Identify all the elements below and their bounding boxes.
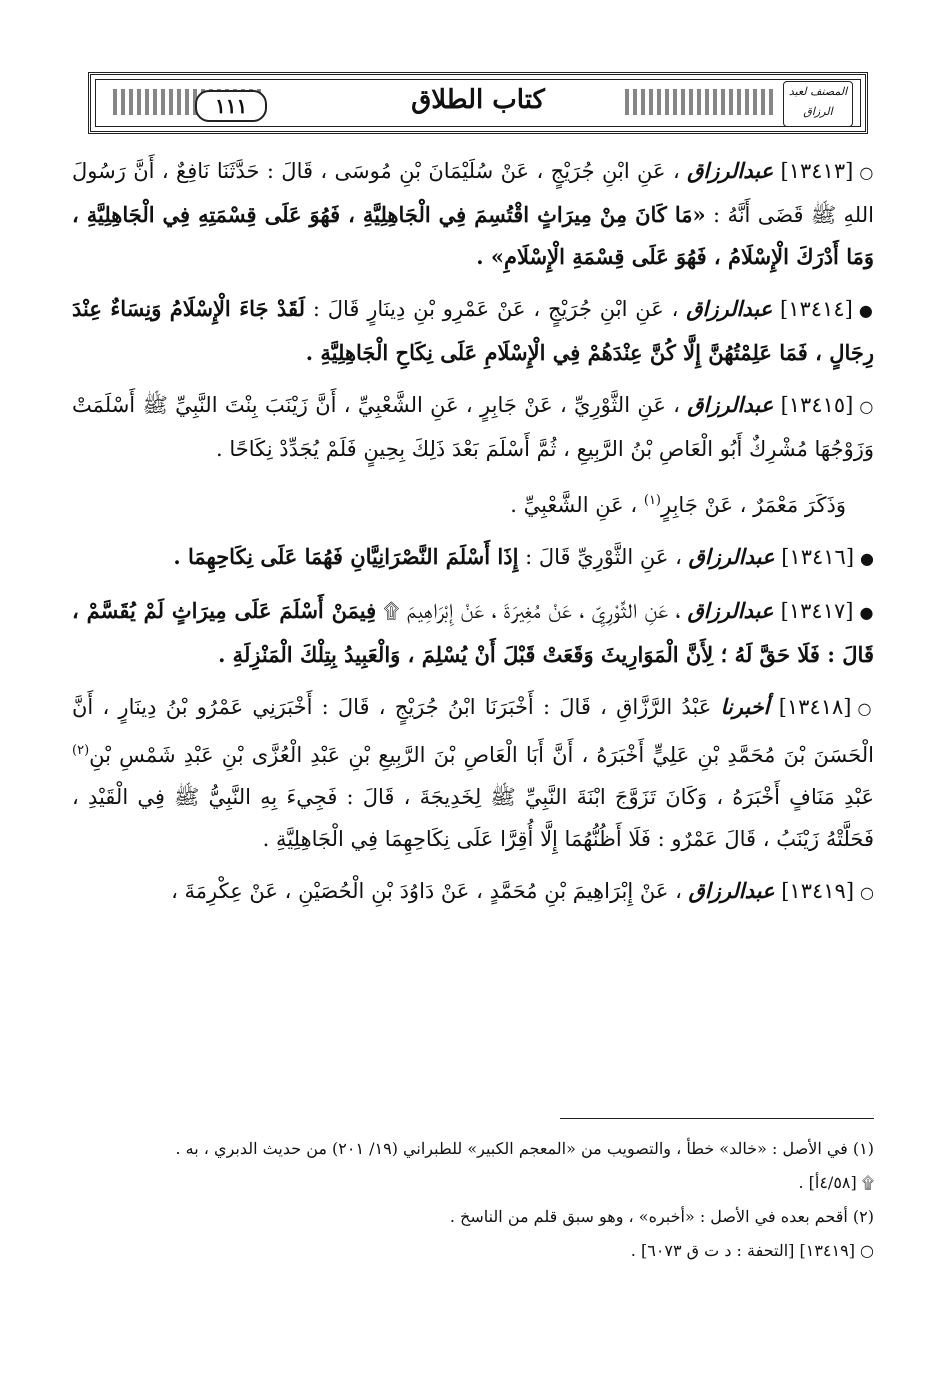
isnad: ، عَنِ الثَّوْرِيِّ ، عَنْ مُغِيرَةَ ، عَنْ إِبْرَاهِيمَ ۩ bbox=[383, 599, 681, 623]
hadith-entry bbox=[72, 150, 874, 278]
narrator: عبدالرزاق bbox=[688, 544, 775, 569]
hadith-entry bbox=[72, 870, 874, 914]
entry-number: [١٣٤١٤] bbox=[780, 297, 853, 321]
entry-number: [١٣٤١٧] bbox=[780, 599, 854, 623]
matn: «مَا كَانَ مِنْ مِيرَاثٍ اقْتُسِمَ فِي الْجَاهِلِيَّةِ ، فَهُوَ عَلَى قِسْمَتِهِ فِي الْجَاهِلِيَّةِ ، وَمَا أَدْرَكَ الْإِسْلَامُ ، فَهُوَ عَلَى قِسْمَةِ الْإِسْلَامِ» . bbox=[72, 202, 874, 269]
additional-chain-tail: ، عَنِ الشَّعْبِيِّ . bbox=[510, 493, 638, 517]
narrator: أخبرنا bbox=[720, 694, 770, 719]
entry-number: [١٣٤١٥] bbox=[780, 393, 854, 417]
footnote-ref: (٢) bbox=[72, 743, 90, 758]
entry-number: [١٣٤١٦] bbox=[781, 545, 855, 569]
main-text bbox=[72, 150, 874, 924]
additional-chain-text: وَذَكَرَ مَعْمَرٌ ، عَنْ جَابِرٍ bbox=[661, 493, 846, 517]
entry-marker: ● bbox=[860, 549, 874, 568]
hadith-entry bbox=[72, 384, 874, 470]
entry-marker: ● bbox=[859, 603, 874, 622]
entry-marker: ○ bbox=[859, 163, 874, 182]
footnote-ref: (١) bbox=[643, 493, 661, 508]
page-number: ١١١ bbox=[195, 90, 267, 122]
footnote: ○ [١٣٤١٩] [التحفة : د ت ق ٦٠٧٣] . bbox=[630, 1241, 874, 1260]
book-logo: المصنف لعبد الرزاق bbox=[783, 81, 853, 127]
matn: إِذَا أَسْلَمَ النَّصْرَانِيَّانِ فَهُمَا عَلَى نِكَاحِهِمَا . bbox=[173, 544, 519, 569]
entry-marker: ○ bbox=[860, 883, 874, 902]
page-header bbox=[88, 72, 868, 134]
entry-number: [١٣٤١٣] bbox=[780, 159, 854, 183]
isnad: ، عَنِ ابْنِ جُرَيْجٍ ، عَنْ سُلَيْمَانَ بْنِ مُوسَى ، قَالَ : حَدَّثَنَا نَافِعٌ ، أَنَّ رَسُولَ اللهِ ﷺ قَضَى أَنَّهُ : bbox=[72, 159, 874, 227]
narrator: عبدالرزاق bbox=[687, 392, 774, 417]
matn: أَنَّ زَيْنَبَ بِنْتَ النَّبِيِّ ﷺ أَسْلَمَتْ وَزَوْجُهَا مُشْرِكٌ أَبُو الْعَاصِ بْنُ الرَّبِيعِ ، ثُمَّ أَسْلَمَ بَعْدَ ذَلِكَ بِحِينٍ فَلَمْ يُجَدِّدْ نِكَاحًا . bbox=[72, 393, 874, 461]
footnotes bbox=[72, 1132, 874, 1268]
isnad: ، عَنِ الثَّوْرِيِّ ، عَنْ جَابِرٍ ، عَنِ الشَّعْبِيِّ ، bbox=[343, 393, 680, 417]
narrator: عبدالرزاق bbox=[688, 878, 775, 903]
hadith-entry bbox=[72, 686, 874, 860]
isnad: عَبْدُ الرَّزَّاقِ ، قَالَ : أَخْبَرَنَا ابْنُ جُرَيْجٍ ، قَالَ : أَخْبَرَنِي عَمْرُو بْنُ دِينَارٍ ، أَنَّ الْحَسَنَ بْنَ مُحَمَّدِ بْنِ عَلِيٍّ أَخْبَرَهُ ، أَنَّ أَبَا الْعَاصِ بْنَ الرَّبِيعِ بْنِ عَبْدِ الْعُزَّى بْنِ عَبْدِ شَمْسِ بْنِ bbox=[72, 695, 874, 767]
hadith-entry bbox=[72, 536, 874, 580]
entry-marker: ○ bbox=[859, 397, 874, 416]
footnote-divider bbox=[560, 1118, 874, 1119]
footnote: ۩ [٤/٥٨أ] . bbox=[798, 1173, 874, 1192]
narrator: عبدالرزاق bbox=[686, 296, 773, 321]
footnote: (١) في الأصل : «خالد» خطأ ، والتصويب من «المعجم الكبير» للطبراني (١٩/ ٢٠١) من حديث الدبري ، به . bbox=[175, 1139, 874, 1158]
isnad: ، عَنِ الثَّوْرِيِّ قَالَ : bbox=[525, 545, 682, 569]
footnote: (٢) أقحم بعده في الأصل : «أخبره» ، وهو سبق قلم من الناسخ . bbox=[449, 1207, 874, 1226]
isnad: ، عَنِ ابْنِ جُرَيْجٍ ، عَنْ عَمْرِو بْنِ دِينَارٍ قَالَ : bbox=[312, 297, 679, 321]
matn: عَبْدِ مَنَافٍ أَخْبَرَهُ ، وَكَانَ تَزَوَّجَ ابْنَةَ النَّبِيِّ ﷺ لِخَدِيجَةَ ، قَالَ : فَجِيءَ بِهِ النَّبِيُّ ﷺ فِي الْقَيْدِ ، فَحَلَّتْهُ زَيْنَبُ ، قَالَ عَمْرٌو : فَلَا أَظُنُّهُمَا إِلَّا أُقِرَّا عَلَى نِكَاحِهِمَا فِي الْجَاهِلِيَّةِ . bbox=[72, 785, 874, 851]
isnad: ، عَنْ إِبْرَاهِيمَ بْنِ مُحَمَّدٍ ، عَنْ دَاوُدَ بْنِ الْحُصَيْنِ ، عَنْ عِكْرِمَةَ ، bbox=[171, 879, 682, 903]
header-ornament-right bbox=[625, 89, 775, 115]
narrator: عبدالرزاق bbox=[687, 158, 774, 183]
additional-chain bbox=[72, 480, 846, 526]
entry-marker: ○ bbox=[857, 699, 874, 718]
entry-marker: ● bbox=[858, 301, 874, 320]
narrator: عبدالرزاق bbox=[687, 598, 774, 623]
chapter-title: كتاب الطلاق bbox=[411, 85, 545, 115]
hadith-entry bbox=[72, 590, 874, 676]
matn: لَقَدْ جَاءَ الْإِسْلَامُ وَنِسَاءٌ عِنْدَ رِجَالٍ ، فَمَا عَلِمْتُهُنَّ إِلَّا كُنَّ عِنْدَهُمْ فِي الْإِسْلَامِ عَلَى نِكَاحِ الْجَاهِلِيَّةِ . bbox=[72, 296, 874, 365]
hadith-entry bbox=[72, 288, 874, 374]
entry-number: [١٣٤١٩] bbox=[781, 879, 855, 903]
entry-number: [١٣٤١٨] bbox=[778, 695, 852, 719]
matn: فِيمَنْ أَسْلَمَ عَلَى مِيرَاثٍ لَمْ يُقَسَّمْ ، قَالَ : فَلَا حَقَّ لَهُ ؛ لِأَنَّ الْمَوَارِيثَ وَقَعَتْ قَبْلَ أَنْ يُسْلِمَ ، وَالْعَبِيدُ بِتِلْكَ الْمَنْزِلَةِ . bbox=[72, 598, 874, 667]
